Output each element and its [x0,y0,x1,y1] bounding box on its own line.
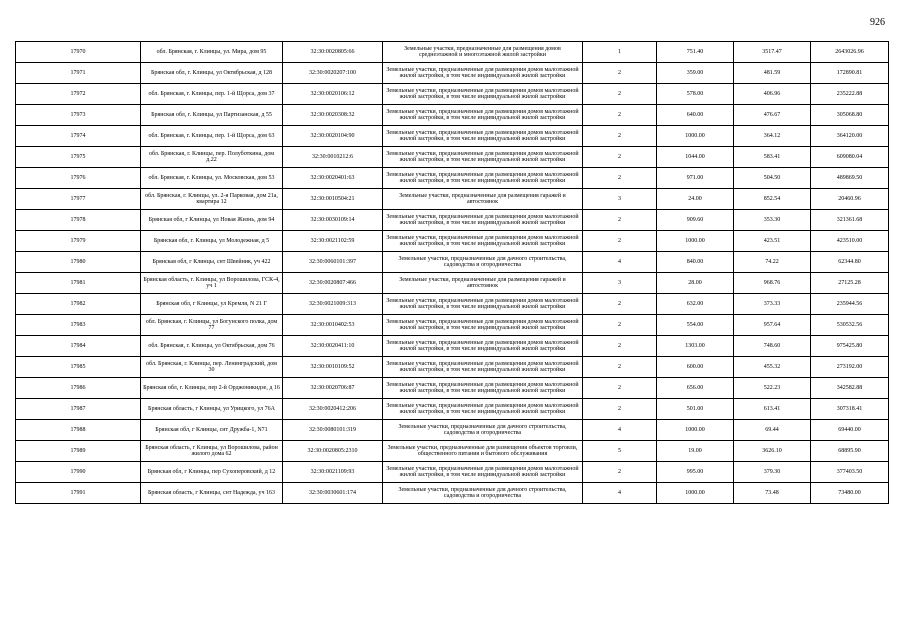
specific-value-cell: 852.54 [734,189,811,210]
area-cell: 19.00 [657,441,734,462]
area-cell: 995.00 [657,462,734,483]
group-cell: 2 [583,231,657,252]
specific-value-cell: 73.48 [734,483,811,504]
specific-value-cell: 3626.10 [734,441,811,462]
cadastral-number-cell: 32:30:0020401:63 [283,168,383,189]
specific-value-cell: 504.50 [734,168,811,189]
row-number-cell: 17977 [16,189,141,210]
table-row [16,105,889,126]
land-use-cell: Земельные участки, предназначенные для размещения домов малоэтажной жилой застройки, в том числе индивидуальной жилой застройки [383,105,583,126]
cadastral-value-cell: 20460.96 [811,189,889,210]
row-number-cell: 17976 [16,168,141,189]
specific-value-cell: 353.30 [734,210,811,231]
table-row [16,357,889,378]
address-cell: Брянская обл, г. Клинцы, пер 2-й Орджоникидзе, д 16 [141,378,283,399]
table-row [16,147,889,168]
table-row [16,315,889,336]
cadastral-number-cell: 32:30:0020104:90 [283,126,383,147]
row-number-cell: 17986 [16,378,141,399]
cadastral-value-cell: 530532.56 [811,315,889,336]
land-use-cell: Земельные участки, предназначенные для размещения домов малоэтажной жилой застройки, в том числе индивидуальной жилой застройки [383,210,583,231]
land-use-cell: Земельные участки, предназначенные для размещения домов малоэтажной жилой застройки, в том числе индивидуальной жилой застройки [383,336,583,357]
specific-value-cell: 69.44 [734,420,811,441]
address-cell: Брянская обл, г Клинцы, снт Швейник, уч 422 [141,252,283,273]
table-row [16,168,889,189]
row-number-cell: 17978 [16,210,141,231]
row-number-cell: 17979 [16,231,141,252]
cadastral-number-cell: 32:30:0030109:14 [283,210,383,231]
specific-value-cell: 968.76 [734,273,811,294]
cadastral-value-cell: 2643026.96 [811,42,889,63]
cadastral-value-cell: 423510.00 [811,231,889,252]
cadastral-number-cell: 32:30:0020411:10 [283,336,383,357]
address-cell: Брянская область, г Клинцы, снт Надежда, уч 163 [141,483,283,504]
land-use-cell: Земельные участки, предназначенные для размещения домов малоэтажной жилой застройки, в том числе индивидуальной жилой застройки [383,231,583,252]
area-cell: 359.00 [657,63,734,84]
area-cell: 501.00 [657,399,734,420]
specific-value-cell: 613.41 [734,399,811,420]
address-cell: обл. Брянская, г. Клинцы, ул. 2-я Парковая, дом 21а, квартира 12 [141,189,283,210]
specific-value-cell: 481.59 [734,63,811,84]
address-cell: обл. Брянская, г. Клинцы, ул Богунского полка, дом 77 [141,315,283,336]
area-cell: 1303.00 [657,336,734,357]
row-number-cell: 17975 [16,147,141,168]
cadastral-value-cell: 609080.04 [811,147,889,168]
cadastral-number-cell: 32:30:0010402:53 [283,315,383,336]
address-cell: обл. Брянская, г. Клинцы, пер. Полуботкина, дом д.22 [141,147,283,168]
address-cell: Брянская обл, г. Клинцы, ул Молодежная, д 5 [141,231,283,252]
cadastral-value-cell: 172890.81 [811,63,889,84]
specific-value-cell: 373.33 [734,294,811,315]
specific-value-cell: 455.32 [734,357,811,378]
cadastral-value-cell: 62344.80 [811,252,889,273]
land-use-cell: Земельные участки, предназначенные для размещения домов малоэтажной жилой застройки, в том числе индивидуальной жилой застройки [383,126,583,147]
specific-value-cell: 522.23 [734,378,811,399]
cadastral-value-table [15,41,889,504]
specific-value-cell: 476.67 [734,105,811,126]
specific-value-cell: 748.60 [734,336,811,357]
table-row [16,420,889,441]
row-number-cell: 17991 [16,483,141,504]
cadastral-number-cell: 32:30:0020106:12 [283,84,383,105]
cadastral-value-cell: 975425.80 [811,336,889,357]
area-cell: 24.00 [657,189,734,210]
page-number: 926 [870,17,885,28]
address-cell: Брянская обл, г Клинцы, ул Кремля, N 21 Г [141,294,283,315]
cadastral-value-cell: 73480.00 [811,483,889,504]
cadastral-value-cell: 307318.41 [811,399,889,420]
group-cell: 2 [583,399,657,420]
cadastral-value-cell: 342582.88 [811,378,889,399]
land-use-cell: Земельные участки, предназначенные для дачного строительства, садоводства и огородничества [383,252,583,273]
land-use-cell: Земельные участки, предназначенные для размещения домов малоэтажной жилой застройки, в том числе индивидуальной жилой застройки [383,84,583,105]
table-row [16,231,889,252]
cadastral-number-cell: 32:30:0020207:100 [283,63,383,84]
address-cell: Брянская обл, г. Клинцы, ул Партизанская, д 55 [141,105,283,126]
group-cell: 2 [583,147,657,168]
row-number-cell: 17971 [16,63,141,84]
address-cell: обл. Брянская, г. Клинцы, ул Октябрьская, дом 76 [141,336,283,357]
table-row [16,189,889,210]
area-cell: 1000.00 [657,231,734,252]
group-cell: 2 [583,63,657,84]
land-use-cell: Земельные участки, предназначенные для размещения домов малоэтажной жилой застройки, в том числе индивидуальной жилой застройки [383,147,583,168]
area-cell: 909.60 [657,210,734,231]
row-number-cell: 17988 [16,420,141,441]
address-cell: Брянская обл, г Клинцы, ул Новая Жизнь, дом 94 [141,210,283,231]
row-number-cell: 17984 [16,336,141,357]
address-cell: обл. Брянская, г. Клинцы, пер. Ленинградский, дом 30 [141,357,283,378]
table-row [16,336,889,357]
cadastral-value-cell: 27125.28 [811,273,889,294]
cadastral-number-cell: 32:30:0021102:59 [283,231,383,252]
area-cell: 840.00 [657,252,734,273]
land-use-cell: Земельные участки, предназначенные для размещения домов малоэтажной жилой застройки, в том числе индивидуальной жилой застройки [383,462,583,483]
address-cell: обл. Брянская, г. Клинцы, ул. Мира, дом 95 [141,42,283,63]
group-cell: 2 [583,336,657,357]
specific-value-cell: 406.96 [734,84,811,105]
address-cell: Брянская обл, г Клинцы, пер Сухоперовский, д 12 [141,462,283,483]
area-cell: 28.00 [657,273,734,294]
cadastral-number-cell: 32:30:0020308:32 [283,105,383,126]
address-cell: обл. Брянская, г. Клинцы, пер. 1-й Щорса, дом 63 [141,126,283,147]
cadastral-value-cell: 273192.00 [811,357,889,378]
land-use-cell: Земельные участки, предназначенные для размещения домов малоэтажной жилой застройки, в том числе индивидуальной жилой застройки [383,357,583,378]
land-use-cell: Земельные участки, предназначенные для размещения объектов торговли, общественного питания и бытового обслуживания [383,441,583,462]
cadastral-value-cell: 69440.00 [811,420,889,441]
area-cell: 632.00 [657,294,734,315]
group-cell: 2 [583,357,657,378]
table-row [16,399,889,420]
group-cell: 1 [583,42,657,63]
land-use-cell: Земельные участки, предназначенные для дачного строительства, садоводства и огородничества [383,483,583,504]
land-use-cell: Земельные участки, предназначенные для размещения домов малоэтажной жилой застройки, в том числе индивидуальной жилой застройки [383,378,583,399]
land-use-cell: Земельные участки, предназначенные для размещения домов малоэтажной жилой застройки, в том числе индивидуальной жилой застройки [383,294,583,315]
land-use-cell: Земельные участки, предназначенные для размещения гаражей и автостоянок [383,189,583,210]
cadastral-value-cell: 321361.68 [811,210,889,231]
cadastral-number-cell: 32:30:0010212:6 [283,147,383,168]
group-cell: 2 [583,462,657,483]
row-number-cell: 17987 [16,399,141,420]
land-use-cell: Земельные участки, предназначенные для размещения домов малоэтажной жилой застройки, в том числе индивидуальной жилой застройки [383,399,583,420]
address-cell: Брянская область, г. Клинцы, ул Ворошилова, ГСК-4, уч 1 [141,273,283,294]
table-row [16,462,889,483]
land-use-cell: Земельные участки, предназначенные для размещения гаражей и автостоянок [383,273,583,294]
group-cell: 2 [583,105,657,126]
cadastral-value-cell: 235222.88 [811,84,889,105]
cadastral-number-cell: 32:30:0010109:52 [283,357,383,378]
group-cell: 2 [583,315,657,336]
address-cell: Брянская обл, г Клинцы, снт Дружба-1, N71 [141,420,283,441]
land-use-cell: Земельные участки, предназначенные для размещения домов малоэтажной жилой застройки, в том числе индивидуальной жилой застройки [383,63,583,84]
area-cell: 751.40 [657,42,734,63]
specific-value-cell: 957.64 [734,315,811,336]
area-cell: 554.00 [657,315,734,336]
table-row [16,252,889,273]
cadastral-number-cell: 32:30:0021109:93 [283,462,383,483]
table-row [16,126,889,147]
cadastral-value-cell: 489869.50 [811,168,889,189]
address-cell: обл. Брянская, г. Клинцы, ул. Московская, дом 53 [141,168,283,189]
address-cell: Брянская область, г Клинцы, ул Урицкого, ул 76А [141,399,283,420]
group-cell: 4 [583,420,657,441]
group-cell: 2 [583,378,657,399]
row-number-cell: 17972 [16,84,141,105]
cadastral-number-cell: 32:30:0080101:319 [283,420,383,441]
cadastral-value-cell: 377403.50 [811,462,889,483]
table-row [16,441,889,462]
group-cell: 2 [583,210,657,231]
specific-value-cell: 364.12 [734,126,811,147]
cadastral-number-cell: 32:30:0020805:66 [283,42,383,63]
row-number-cell: 17981 [16,273,141,294]
table-row [16,42,889,63]
group-cell: 2 [583,126,657,147]
cadastral-number-cell: 32:30:0021009:313 [283,294,383,315]
area-cell: 600.00 [657,357,734,378]
cadastral-value-cell: 68895.90 [811,441,889,462]
table-row [16,63,889,84]
row-number-cell: 17974 [16,126,141,147]
cadastral-value-cell: 305068.80 [811,105,889,126]
table-row [16,210,889,231]
area-cell: 656.00 [657,378,734,399]
land-use-cell: Земельные участки, предназначенные для размещения домов малоэтажной жилой застройки, в том числе индивидуальной жилой застройки [383,168,583,189]
area-cell: 1044.00 [657,147,734,168]
row-number-cell: 17980 [16,252,141,273]
address-cell: Брянская область, г Клинцы, ул Ворошилова, район жилого дома 62 [141,441,283,462]
cadastral-number-cell: 32:30:0020412:206 [283,399,383,420]
area-cell: 1000.00 [657,420,734,441]
row-number-cell: 17983 [16,315,141,336]
specific-value-cell: 379.30 [734,462,811,483]
area-cell: 971.00 [657,168,734,189]
land-use-cell: Земельные участки, предназначенные для дачного строительства, садоводства и огородничества [383,420,583,441]
specific-value-cell: 423.51 [734,231,811,252]
cadastral-value-cell: 235944.56 [811,294,889,315]
table-row [16,294,889,315]
group-cell: 4 [583,483,657,504]
cadastral-number-cell: 32:30:0020807:466 [283,273,383,294]
group-cell: 5 [583,441,657,462]
specific-value-cell: 3517.47 [734,42,811,63]
area-cell: 1000.00 [657,483,734,504]
group-cell: 4 [583,252,657,273]
cadastral-number-cell: 32:30:0020805:2310 [283,441,383,462]
table-row [16,84,889,105]
group-cell: 2 [583,168,657,189]
address-cell: Брянская обл, г. Клинцы, ул Октябрьская, д 128 [141,63,283,84]
group-cell: 3 [583,273,657,294]
area-cell: 578.00 [657,84,734,105]
group-cell: 2 [583,84,657,105]
table-row [16,483,889,504]
table-row [16,273,889,294]
cadastral-number-cell: 32:30:0060101:397 [283,252,383,273]
row-number-cell: 17970 [16,42,141,63]
table-body [16,42,889,504]
row-number-cell: 17982 [16,294,141,315]
specific-value-cell: 74.22 [734,252,811,273]
row-number-cell: 17973 [16,105,141,126]
row-number-cell: 17989 [16,441,141,462]
land-use-cell: Земельные участки, предназначенные для размещения домов малоэтажной жилой застройки, в том числе индивидуальной жилой застройки [383,315,583,336]
group-cell: 3 [583,189,657,210]
specific-value-cell: 583.41 [734,147,811,168]
cadastral-number-cell: 32:30:0010504:21 [283,189,383,210]
cadastral-number-cell: 32:30:0020706:87 [283,378,383,399]
cadastral-value-cell: 364120.00 [811,126,889,147]
group-cell: 2 [583,294,657,315]
area-cell: 640.00 [657,105,734,126]
area-cell: 1000.00 [657,126,734,147]
address-cell: обл. Брянская, г. Клинцы, пер. 1-й Щорса, дом 37 [141,84,283,105]
row-number-cell: 17990 [16,462,141,483]
row-number-cell: 17985 [16,357,141,378]
table-row [16,378,889,399]
land-use-cell: Земельные участки, предназначенные для размещения домов среднеэтажной и многоэтажной жилой застройки [383,42,583,63]
cadastral-number-cell: 32:30:0030601:174 [283,483,383,504]
